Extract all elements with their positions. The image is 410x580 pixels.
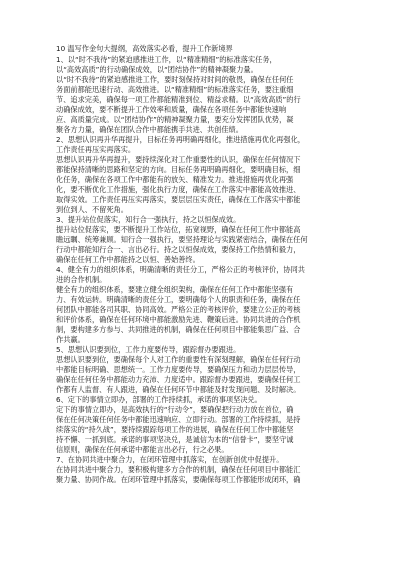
section-text-line: 思想认识要到位，要确保每个人对工作的重要性有深刻理解，确保在任何行动 xyxy=(56,355,301,364)
section-text-line: 工作责任再压实再落实。 xyxy=(56,145,136,154)
document-section xyxy=(56,265,370,345)
section-heading: 2、思想认识再升华再提升，目标任务再明确再细化，推进措施再优化再强化， xyxy=(56,135,305,144)
section-text-line: 健全有力的组织体系，要建立健全组织架构，确保在任何工作中都能坚强有 xyxy=(56,285,294,294)
section-text-line: 确保在任何工作中都能持之以恒、善始善终。 xyxy=(56,255,200,264)
document-section xyxy=(56,135,370,215)
section-text-line: 续落实的“持久战”，要持续跟踪每项工作的进展，确保在任何工作中都能坚 xyxy=(56,425,294,434)
section-text-line: 务面前都能迅速行动、高效推进。以“精准精细”的标准落实任务，要注重细 xyxy=(56,85,294,94)
section-heading: 5、思想认识要到位，工作力度要传导，跟踪督办要跟进。 xyxy=(56,345,241,354)
section-text-line: 在协同共进中聚合力，要积极构建多方合作的机制，确保在任何项目中都能汇 xyxy=(56,465,301,474)
section-text-line: 和评价体系，确保在任何环境中都能激励先进、鞭策后进。协同共进的合作机 xyxy=(56,315,301,324)
document-section xyxy=(56,215,370,265)
section-text-line: 动确保成效，要不断提升工作效率和质量，确保在各项任务中都能快速响 xyxy=(56,105,287,114)
section-text-line: 瞻远瞩、统筹兼顾。知行合一强执行，要坚持理论与实践紧密结合，确保在任何 xyxy=(56,235,308,244)
section-text-line: 信原则，确保在任何承诺中都能言出必行，行之必果。 xyxy=(56,445,229,454)
section-text-line: 化，要不断优化工作措施，强化执行力度，确保在工作落实中都能高效推进、 xyxy=(56,185,301,194)
section-text-line: 确保在任何任务中都能动力充沛、力度适中。跟踪督办要跟进，要确保任何工 xyxy=(56,375,301,384)
document-section xyxy=(56,455,370,485)
document-section xyxy=(56,55,370,135)
section-text-line: 作共赢。 xyxy=(56,335,85,344)
document-section xyxy=(56,395,370,455)
section-text-line: 中都能目标明确、思想统一。工作力度要传导，要确保压力和动力层层传导， xyxy=(56,365,301,374)
section-heading: 3、提升站位促落实，知行合一强执行，持之以恒保成效。 xyxy=(56,215,241,224)
section-text-line: 行动中都能知行合一、言出必行。持之以恒保成效，要保持工作热情和毅力， xyxy=(56,245,301,254)
section-text-line: 持不懈、一抓到底。承诺的事项坚决兑，是诚信为本的“信誉卡”，要坚守诚 xyxy=(56,435,294,444)
section-heading: 6、定下的事情立即办，部署的工作持续抓，承诺的事项坚决兑。 xyxy=(56,395,262,404)
section-text-line: 应、高质量完成。以“团结协作”的精神凝聚力量，要充分发挥团队优势，凝 xyxy=(56,115,294,124)
section-heading: 4、健全有力的组织体系，明确清晰的责任分工，严格公正的考核评价，协同共 xyxy=(56,265,305,274)
section-text-line: 化任务，确保在各项工作中都能有的放矢、精准发力。推进措施再优化再强 xyxy=(56,175,294,184)
section-text-line: 作都有人监督、有人跟进，确保在任何环节中都能及时发现问题、及时解决。 xyxy=(56,385,301,394)
section-text-line: 节、追求完美，确保每一项工作都能精准到位、精益求精。以“高效高质”的行 xyxy=(56,95,301,104)
section-text-line: 制，要构建多方参与、共同推进的机制，确保在任何项目中都能集思广益、合 xyxy=(56,325,301,334)
section-text-line: 力、有效运转。明确清晰的责任分工，要明确每个人的职责和任务，确保在任 xyxy=(56,295,301,304)
section-text-line: 何团队中都能各司其职、协同高效。严格公正的考核评价，要建立公正的考核 xyxy=(56,305,301,314)
section-text-line: 提升站位促落实，要不断提升工作站位，拓宽视野，确保在任何工作中都能高 xyxy=(56,225,301,234)
section-text-line: 到位到人、不留死角。 xyxy=(56,205,128,214)
document-body xyxy=(56,55,370,485)
section-text-line: 聚力量、协同作战。在闭环管理中抓落实，要确保每项工作都能形成闭环，确 xyxy=(56,475,301,484)
section-text-line: 以“高效高质”的行动确保成效，以“团结协作”的精神凝聚力量。 xyxy=(56,65,258,74)
section-text-line: 进的合作机制。 xyxy=(56,275,107,284)
document-title: 10 温写作金句大提纲，高效落实必看，提升工作新境界 xyxy=(56,44,233,53)
section-text-line: 定下的事情立即办，是高效执行的“行动令”，要确保把行动力放在首位，确 xyxy=(56,405,294,414)
section-heading: 1、以“时不我待”的紧迫感推进工作，以“精准精细”的标准落实任务， xyxy=(56,55,277,64)
section-text-line: 取得实效。工作责任再压实再落实，要层层压实责任，确保在工作落实中都能 xyxy=(56,195,301,204)
section-heading: 7、在协同共进中聚合力，在闭环管理中抓落实，在创新创优中促提升。 xyxy=(56,455,284,464)
section-text-line: 以“时不我待”的紧迫感推进工作，要时刻保持对时间的敬畏，确保在任何任 xyxy=(56,75,294,84)
section-text-line: 思想认识再升华再提升，要持续深化对工作重要性的认识，确保在任何情况下 xyxy=(56,155,301,164)
document-section xyxy=(56,345,370,395)
section-text-line: 保在任何决策任何任务中都能迅速响应、立即行动。部署的工作持续抓，是持 xyxy=(56,415,301,424)
section-text-line: 聚各方力量，确保在团队合作中都能携手共进、共创佳绩。 xyxy=(56,125,243,134)
section-text-line: 都能保持清晰的思路和坚定的方向。目标任务再明确再细化，要明确目标，细 xyxy=(56,165,301,174)
